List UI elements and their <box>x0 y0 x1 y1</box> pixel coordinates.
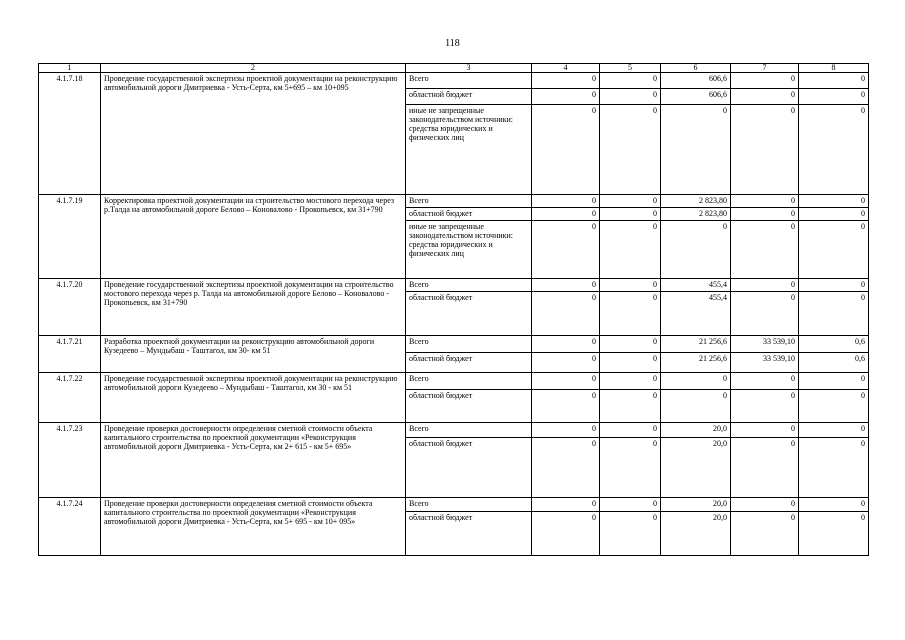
value-cell: 0 <box>799 292 869 336</box>
funding-source: областной бюджет <box>406 208 532 221</box>
item-code: 4.1.7.20 <box>39 279 101 336</box>
value-cell: 0 <box>600 279 661 292</box>
item-name: Проведение государственной экспертизы проектной документации на строительство мостового перехода через р. Талда на автомобильной дороге Белово – Коновалово - Прокопьевск, км 31+790 <box>101 279 406 336</box>
value-cell: 0 <box>600 423 661 438</box>
value-cell: 0 <box>799 498 869 512</box>
budget-table <box>38 63 869 556</box>
value-cell: 0 <box>731 105 799 195</box>
value-cell: 0 <box>799 423 869 438</box>
value-cell: 0 <box>731 73 799 89</box>
value-cell: 0 <box>532 353 600 373</box>
funding-source: иные не запрещенные законодательством источники: средства юридических и физических лиц <box>406 221 532 279</box>
value-cell: 606,6 <box>661 73 731 89</box>
value-cell: 0 <box>600 373 661 390</box>
value-cell: 455,4 <box>661 292 731 336</box>
table-row <box>39 195 869 208</box>
item-name: Корректировка проектной документации на строительство мостового перехода через р.Талда на автомобильной дороге Белово – Коновалово - Прокопьевск, км 31+790 <box>101 195 406 279</box>
value-cell: 20,0 <box>661 498 731 512</box>
table-row <box>39 336 869 353</box>
item-name: Проведение государственной экспертизы проектной документации на реконструкцию автомобильной дороги Дмитриевка - Усть-Серта, км 5+695 – км 10+095 <box>101 73 406 195</box>
value-cell: 0 <box>731 390 799 423</box>
value-cell: 0 <box>532 292 600 336</box>
funding-source: Всего <box>406 423 532 438</box>
table-row <box>39 498 869 512</box>
column-header: 7 <box>731 64 799 73</box>
value-cell: 0 <box>731 373 799 390</box>
table-body <box>39 73 869 556</box>
value-cell: 21 256,6 <box>661 336 731 353</box>
value-cell: 0 <box>532 221 600 279</box>
value-cell: 0 <box>532 73 600 89</box>
funding-source: Всего <box>406 195 532 208</box>
value-cell: 0 <box>799 208 869 221</box>
table-row <box>39 423 869 438</box>
value-cell: 0 <box>731 512 799 556</box>
value-cell: 0 <box>532 279 600 292</box>
funding-source: областной бюджет <box>406 353 532 373</box>
value-cell: 0 <box>799 438 869 498</box>
value-cell: 0 <box>600 390 661 423</box>
value-cell: 0 <box>532 423 600 438</box>
page-number: 118 <box>445 38 460 49</box>
value-cell: 0 <box>532 89 600 105</box>
value-cell: 0 <box>600 73 661 89</box>
value-cell: 0 <box>731 208 799 221</box>
table-row <box>39 279 869 292</box>
value-cell: 0 <box>799 373 869 390</box>
value-cell: 0 <box>731 279 799 292</box>
value-cell: 0 <box>661 373 731 390</box>
value-cell: 33 539,10 <box>731 353 799 373</box>
column-header: 1 <box>39 64 101 73</box>
value-cell: 0 <box>600 221 661 279</box>
value-cell: 0 <box>600 89 661 105</box>
value-cell: 2 823,80 <box>661 195 731 208</box>
value-cell: 0 <box>799 512 869 556</box>
value-cell: 0 <box>731 438 799 498</box>
column-header: 6 <box>661 64 731 73</box>
item-name: Проведение проверки достоверности определения сметной стоимости объекта капитального строительства по проектной документации «Реконструкция автомобильной дороги Дмитриевка - Усть-Серта, км 2+ 615 - км 5+ 695» <box>101 423 406 498</box>
funding-source: Всего <box>406 336 532 353</box>
value-cell: 0 <box>600 336 661 353</box>
funding-source: областной бюджет <box>406 89 532 105</box>
value-cell: 20,0 <box>661 423 731 438</box>
value-cell: 0 <box>799 73 869 89</box>
table-row <box>39 73 869 89</box>
item-code: 4.1.7.24 <box>39 498 101 556</box>
value-cell: 0 <box>799 89 869 105</box>
value-cell: 0 <box>661 105 731 195</box>
value-cell: 0 <box>731 195 799 208</box>
value-cell: 0 <box>731 423 799 438</box>
header-row <box>39 64 869 73</box>
table-row <box>39 373 869 390</box>
value-cell: 0 <box>532 105 600 195</box>
value-cell: 0 <box>532 373 600 390</box>
value-cell: 0 <box>799 195 869 208</box>
value-cell: 0 <box>731 89 799 105</box>
value-cell: 0 <box>600 105 661 195</box>
value-cell: 0 <box>731 221 799 279</box>
funding-source: областной бюджет <box>406 438 532 498</box>
value-cell: 33 539,10 <box>731 336 799 353</box>
funding-source: Всего <box>406 498 532 512</box>
value-cell: 0 <box>600 512 661 556</box>
value-cell: 0 <box>799 105 869 195</box>
value-cell: 2 823,80 <box>661 208 731 221</box>
funding-source: иные не запрещенные законодательством источники: средства юридических и физических лиц <box>406 105 532 195</box>
value-cell: 0 <box>661 221 731 279</box>
value-cell: 0 <box>532 208 600 221</box>
funding-source: Всего <box>406 73 532 89</box>
funding-source: областной бюджет <box>406 512 532 556</box>
value-cell: 0 <box>532 336 600 353</box>
item-name: Проведение государственной экспертизы проектной документации на реконструкцию автомобильной дороги Кузедеево – Мундыбаш - Таштагол, км 30 - км 51 <box>101 373 406 423</box>
value-cell: 0 <box>799 221 869 279</box>
item-code: 4.1.7.18 <box>39 73 101 195</box>
value-cell: 20,0 <box>661 512 731 556</box>
funding-source: областной бюджет <box>406 390 532 423</box>
item-name: Проведение проверки достоверности определения сметной стоимости объекта капитального строительства по проектной документации «Реконструкция автомобильной дороги Дмитриевка - Усть-Серта, км 5+ 695 - км 10+ 095» <box>101 498 406 556</box>
item-name: Разработка проектной документации на реконструкцию автомобильной дороги Кузедеево – Мундыбаш - Таштагол, км 30- км 51 <box>101 336 406 373</box>
value-cell: 0 <box>731 498 799 512</box>
item-code: 4.1.7.22 <box>39 373 101 423</box>
value-cell: 0 <box>661 390 731 423</box>
value-cell: 0 <box>532 195 600 208</box>
value-cell: 0 <box>600 292 661 336</box>
value-cell: 0 <box>532 390 600 423</box>
value-cell: 0 <box>799 279 869 292</box>
funding-source: Всего <box>406 279 532 292</box>
value-cell: 0 <box>532 498 600 512</box>
value-cell: 0 <box>731 292 799 336</box>
value-cell: 0 <box>600 195 661 208</box>
item-code: 4.1.7.23 <box>39 423 101 498</box>
column-header: 2 <box>101 64 406 73</box>
column-header: 4 <box>532 64 600 73</box>
value-cell: 0 <box>532 512 600 556</box>
value-cell: 21 256,6 <box>661 353 731 373</box>
column-header: 3 <box>406 64 532 73</box>
value-cell: 0 <box>600 498 661 512</box>
item-code: 4.1.7.19 <box>39 195 101 279</box>
funding-source: областной бюджет <box>406 292 532 336</box>
value-cell: 455,4 <box>661 279 731 292</box>
value-cell: 0 <box>600 438 661 498</box>
value-cell: 0 <box>600 208 661 221</box>
value-cell: 0,6 <box>799 336 869 353</box>
value-cell: 0,6 <box>799 353 869 373</box>
value-cell: 606,6 <box>661 89 731 105</box>
value-cell: 0 <box>532 438 600 498</box>
value-cell: 0 <box>799 390 869 423</box>
column-header: 8 <box>799 64 869 73</box>
value-cell: 20,0 <box>661 438 731 498</box>
column-header: 5 <box>600 64 661 73</box>
value-cell: 0 <box>600 353 661 373</box>
funding-source: Всего <box>406 373 532 390</box>
item-code: 4.1.7.21 <box>39 336 101 373</box>
